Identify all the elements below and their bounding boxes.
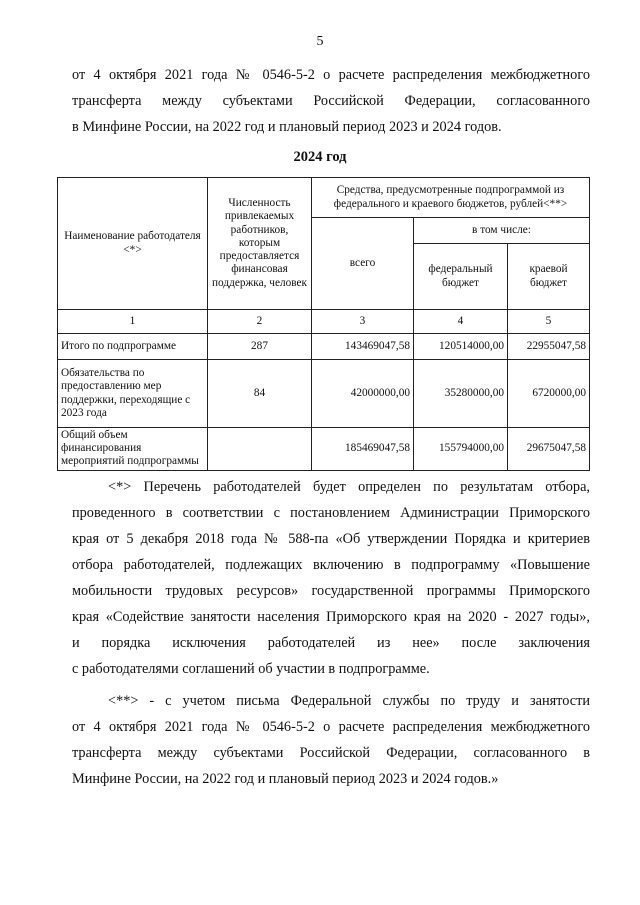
column-numbers-row [58, 310, 590, 334]
header-total: всего [312, 218, 414, 310]
table-row [58, 428, 590, 471]
footnote-1-line: <*> Перечень работодателей будет определен по результатам отбора, [108, 479, 590, 495]
header-funds: Средства, предусмотренные подпрограммой из федерального и краевого бюджетов, рублей<**> [312, 178, 590, 218]
header-row-1 [58, 178, 590, 218]
intro-paragraph [72, 62, 590, 140]
row-regional: 22955047,58 [508, 334, 590, 360]
footnote-1-line: отбора работодателей, подлежащих включению в подпрограмму «Повышение [72, 557, 590, 573]
row-name: Общий объем финансирования мероприятий подпрограммы [58, 428, 208, 471]
table-title: 2024 год [293, 149, 347, 165]
footnote-2-line: <**> - с учетом письма Федеральной службы по труду и занятости [108, 693, 590, 709]
header-federal: федеральный бюджет [414, 244, 508, 310]
row-workers: 84 [208, 360, 312, 428]
intro-line-3: в Минфине России, на 2022 год и плановый период 2023 и 2024 годов. [72, 119, 502, 135]
table-row [58, 360, 590, 428]
header-employer: Наименование работодателя <*> [58, 178, 208, 310]
footnote-2-line: трансферта между субъектами Российской Федерации, согласованного в [72, 745, 590, 761]
intro-line-2: трансферта между субъектами Российской Федерации, согласованного [72, 93, 590, 109]
footnote-1 [72, 474, 590, 682]
header-regional: краевой бюджет [508, 244, 590, 310]
footnote-2-line: от 4 октября 2021 года № 0546-5-2 о расчете распределения межбюджетного [72, 719, 590, 735]
row-total: 185469047,58 [312, 428, 414, 471]
footnote-1-line: края «Содействие занятости населения Приморского края на 2020 - 2027 годы», [72, 609, 590, 625]
row-workers [208, 428, 312, 471]
footnote-1-line: с работодателями соглашений об участии в подпрограмме. [72, 661, 430, 677]
row-name: Обязательства по предоставлению мер поддержки, переходящие с 2023 года [58, 360, 208, 428]
row-federal: 155794000,00 [414, 428, 508, 471]
column-number: 5 [508, 310, 590, 334]
row-total: 143469047,58 [312, 334, 414, 360]
column-number: 4 [414, 310, 508, 334]
row-regional: 29675047,58 [508, 428, 590, 471]
footnote-1-line: мобильности трудовых ресурсов» государственной программы Приморского [72, 583, 590, 599]
row-total: 42000000,00 [312, 360, 414, 428]
header-workers: Численность привлекаемых работников, которым предоставляется финансовая поддержка, человек [208, 178, 312, 310]
footnote-1-line: проведенного в соответствии с постановлением Администрации Приморского [72, 505, 590, 521]
row-federal: 35280000,00 [414, 360, 508, 428]
row-name: Итого по подпрограмме [58, 334, 208, 360]
footnote-1-line: и порядка исключения работодателей из нее» после заключения [72, 635, 590, 651]
page-number: 5 [316, 34, 324, 49]
footnote-1-line: края от 5 декабря 2018 года № 588-па «Об утверждении Порядка и критериев [72, 531, 590, 547]
row-federal: 120514000,00 [414, 334, 508, 360]
footnote-2-line: Минфине России, на 2022 год и плановый период 2023 и 2024 годов.» [72, 771, 499, 787]
row-workers: 287 [208, 334, 312, 360]
table-row [58, 334, 590, 360]
column-number: 3 [312, 310, 414, 334]
column-number: 2 [208, 310, 312, 334]
header-including: в том числе: [414, 218, 590, 244]
column-number: 1 [58, 310, 208, 334]
row-regional: 6720000,00 [508, 360, 590, 428]
footnote-2 [72, 688, 590, 792]
intro-line-1: от 4 октября 2021 года № 0546-5-2 о расчете распределения межбюджетного [72, 67, 590, 83]
financing-table [57, 177, 590, 471]
